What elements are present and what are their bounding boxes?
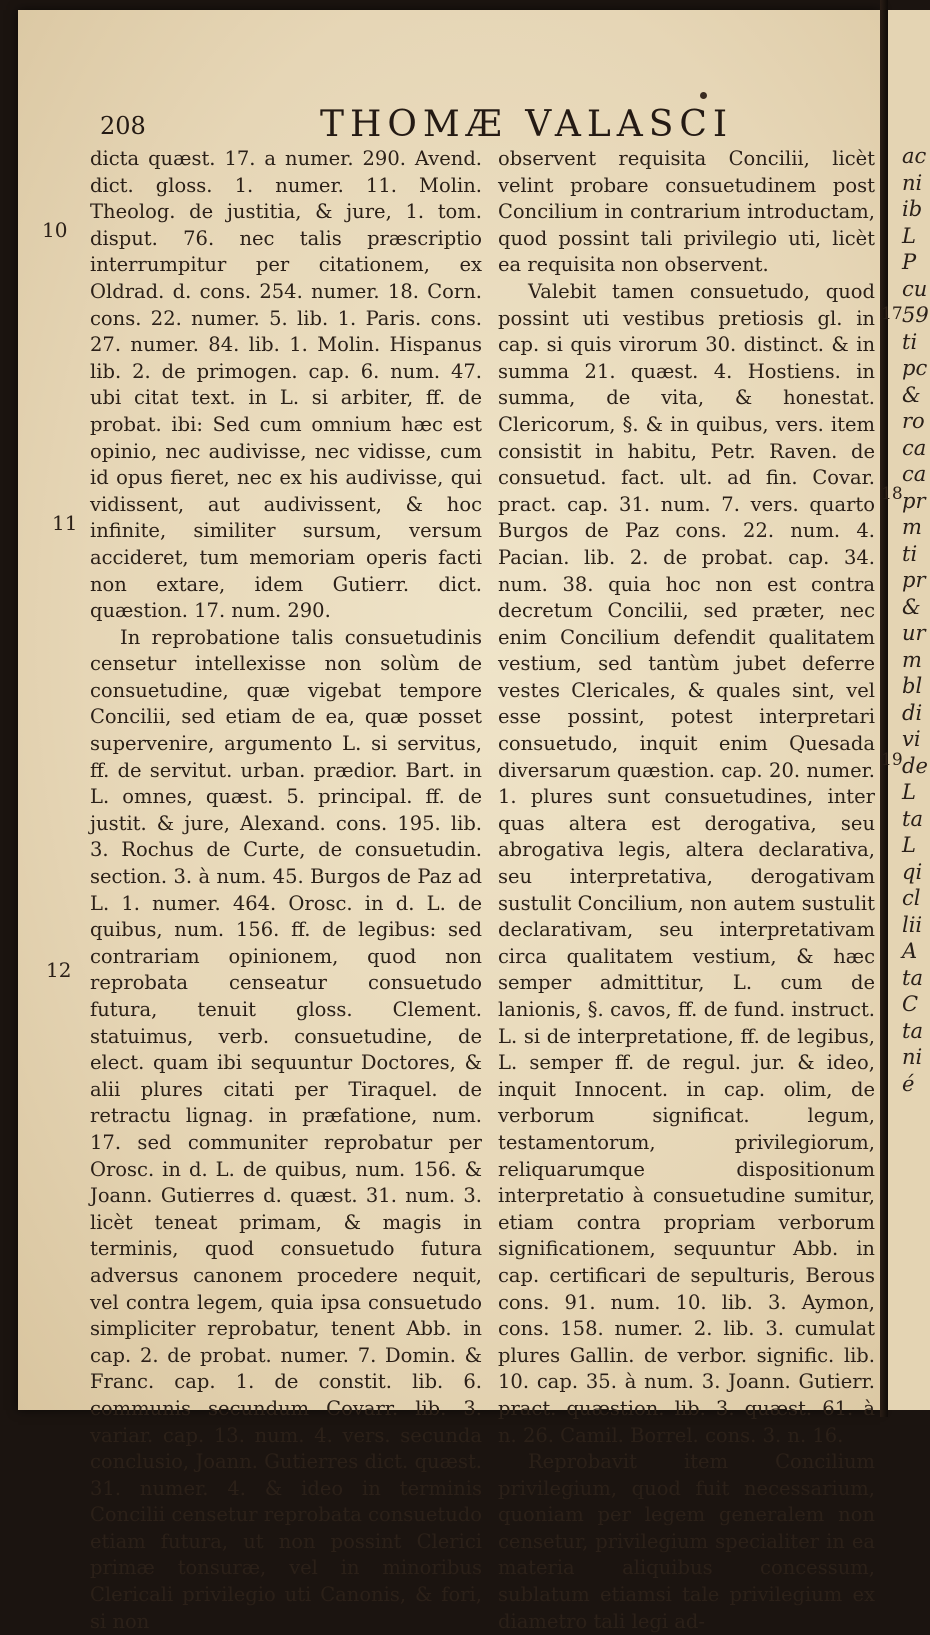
adjacent-page-fragment: ta	[902, 806, 923, 831]
adjacent-page-fragment: A	[902, 939, 918, 963]
right-paragraph-2: Valebit tamen consuetudo, quod possint uti vestibus pretiosis gl. in cap. si quis virorum 30. distinct. & in summa 21. quæst. 4. Hostiens. in summa, de vita, & honestat. Clericorum, §. & in quibus, vers. item consistit in habitu, Petr. Raven. de consuetud. fact. ult. ad fin. Covar. pract. cap. 31. num. 7. vers. quarto Burgos de Paz cons. 22. num. 4. Pacian. lib. 2. de probat. cap. 34. num. 38. quia hoc non est contra decretum Concilii, sed præter, nec enim Concilium defendit qualitatem vestium, sed tantùm jubet deferre vestes Clericales, & quales sint, vel esse possint, potest interpretari consuetudo, inquit enim Quesada diversarum quæstion. cap. 20. numer. 1. plures sunt consuetudines, inter quas altera est derogativa, seu abrogativa legis, altera declarativa, seu interpretativa, derogativam sustulit Concilium, non autem sustulit declarativam, seu interpretativam circa qualitatem vestium, & hæc semper admittitur, L. cum de lanionis, §. cavos, ff. de fund. instruct. L. si de interpretatione, ff. de legibus, L. semper ff. de regul. jur. & ideo, inquit Innocent. in cap. olim, de verborum significat. legum, testamentorum, privilegiorum, reliquarumque dispositionum interpretatio à consuetudine sumitur, etiam contra propriam verborum significationem, sequuntur Abb. in cap. certificari de sepulturis, Berous cons. 91. num. 10. lib. 3. Aymon, cons. 158. numer. 2. lib. 3. cumulat plures Gallin. de verbor. signific. lib. 10. cap. 35. à num. 3. Joann. Gutierr. pract. quæstion. lib. 3. quæst. 61. à n. 26. Camil. Borrel. cons. 3. n. 16.	[498, 279, 875, 1447]
adjacent-page-fragment: pc	[902, 356, 928, 380]
adjacent-page-edge	[888, 10, 930, 1410]
right-paragraph-1: observent requisita Concilii, licèt velint probare consuetudinem post Concilium in contrarium introductam, quod possint tali privilegio uti, licèt ea requisita non observent.	[498, 147, 875, 277]
adjacent-page-fragment: ac	[902, 144, 927, 168]
book-gutter	[880, 0, 888, 1417]
adjacent-page-fragment: pr	[902, 488, 926, 513]
left-paragraph-1: dicta quæst. 17. a numer. 290. Avend. dict. gloss. 1. numer. 11. Molin. Theolog. de justitia, & jure, 1. tom. disput. 76. nec talis præscriptio interrumpitur per citationem, ex Oldrad. d. cons. 254. numer. 18. Corn. cons. 22. numer. 5. lib. 1. Paris. cons. 27. numer. 84. lib. 1. Molin. Hispanus lib. 2. de primogen. cap. 6. num. 47. ubi citat text. in L. si arbiter, ff. de probat. ibi: Sed cum omnium hæc est opinio, nec audivisse, nec vidisse, cum id opus fieret, nec ex his audivisse, qui vidissent, aut audivissent, & hoc infinite, similiter sursum, versum accideret, tum memoriam operis facti non extare, idem Gutierr. dict. quæstion. 17. num. 290.	[90, 147, 482, 623]
margin-number-10: 10	[42, 218, 68, 242]
adjacent-page-fragment: pr	[902, 568, 926, 592]
right-paragraph-3: Reprobavit item Concilium privilegium, quod fuit necessarium, quoniam per legem generalem non censetur, privilegium specialiter in ea materia aliquibus concessum, sublatum etiamsi tale privilegium ex diametro tali legi ad-	[498, 1450, 875, 1633]
adjacent-page-fragment: L	[902, 833, 916, 857]
adjacent-page-fragment: ur	[902, 621, 926, 645]
adjacent-page-fragment: di	[902, 700, 923, 725]
adjacent-page-fragment: ib	[902, 197, 923, 221]
adjacent-page-fragment: de	[902, 753, 928, 778]
page-number: 208	[100, 112, 146, 140]
adjacent-page-fragment: ti	[902, 329, 918, 354]
adjacent-page-fragment: m	[902, 647, 922, 672]
running-title: THOMÆ VALASCI	[320, 104, 734, 145]
adjacent-page-fragment: cu	[902, 276, 928, 301]
adjacent-page-fragment: ni	[902, 1045, 923, 1069]
adjacent-page-fragment: lii	[902, 912, 923, 937]
adjacent-page-fragment: m	[902, 515, 922, 539]
adjacent-page-fragment: ti	[902, 541, 918, 566]
page-header	[80, 104, 734, 148]
adjacent-page-fragment: 59	[902, 303, 929, 327]
adjacent-page-fragment: é	[902, 1071, 915, 1096]
left-paragraph-2: In reprobatione talis consuetudinis censetur intellexisse non solùm de consuetudine, quæ vigebat tempore Concilii, sed etiam de ea, quæ posset supervenire, argumento L. si servitus, ff. de servitut. urban. prædior. Bart. in L. omnes, quæst. 5. principal. ff. de justit. & jure, Alexand. cons. 195. lib. 3. Rochus de Curte, de consuetudin. section. 3. à num. 45. Burgos de Paz ad L. 1. numer. 464. Orosc. in d. L. de quibus, num. 156. ff. de legibus: sed contrariam opinionem, quod non reprobata censeatur consuetudo futura, tenuit gloss. Clement. statuimus, verb. consuetudine, de elect. quam ibi sequuntur Doctores, & alii plures citati per Tiraquel. de retractu lignag. in præfatione, num. 17. sed communiter reprobatur per Orosc. in d. L. de quibus, num. 156. & Joann. Gutierres d. quæst. 31. num. 3. licèt teneat primam, & magis in terminis, quod consuetudo futura adversus canonem procedere nequit, vel contra legem, quia ipsa consuetudo simpliciter reprobatur, tenent Abb. in cap. 2. de probat. numer. 7. Domin. & Franc. cap. 1. de constit. lib. 6. communis secundum Covarr. lib. 3. variar. cap. 13. num. 4. vers. secunda conclusio, Joann. Gutierres dict. quæst. 31. numer. 4. & ideo in terminis Concilii censetur reprobata consuetudo etiam futura, ut non possint Clerici primæ tonsuræ, vel in minoribus Clericali privilegio uti Canonis, & fori, si non	[90, 625, 482, 1633]
right-column	[498, 146, 875, 1635]
adjacent-page-fragment: ro	[902, 409, 925, 433]
adjacent-page-fragment: &	[902, 594, 921, 619]
margin-number-11: 11	[52, 511, 78, 535]
adjacent-page-fragment: cl	[902, 886, 921, 910]
margin-number-19: 19	[881, 750, 903, 770]
adjacent-page-fragment: ca	[902, 462, 927, 486]
margin-number-17: 17	[881, 304, 903, 324]
ink-spot	[700, 92, 707, 99]
adjacent-page-fragment: L	[902, 780, 916, 804]
adjacent-page-fragment: ta	[902, 965, 923, 990]
adjacent-page-fragment: ta	[902, 1018, 923, 1043]
adjacent-page-fragment: ca	[902, 435, 927, 460]
adjacent-page-fragment: vi	[902, 727, 921, 751]
adjacent-page-fragment: P	[902, 250, 917, 274]
adjacent-page-fragment: qi	[902, 859, 923, 884]
left-column	[90, 146, 482, 1635]
adjacent-page-fragment: bl	[902, 674, 923, 698]
margin-number-12: 12	[46, 958, 72, 982]
adjacent-page-fragment: ni	[902, 170, 923, 195]
adjacent-page-fragment: L	[902, 223, 916, 248]
adjacent-page-fragment: C	[902, 992, 919, 1016]
margin-number-18: 18	[881, 484, 903, 504]
adjacent-page-fragment: &	[902, 382, 921, 407]
